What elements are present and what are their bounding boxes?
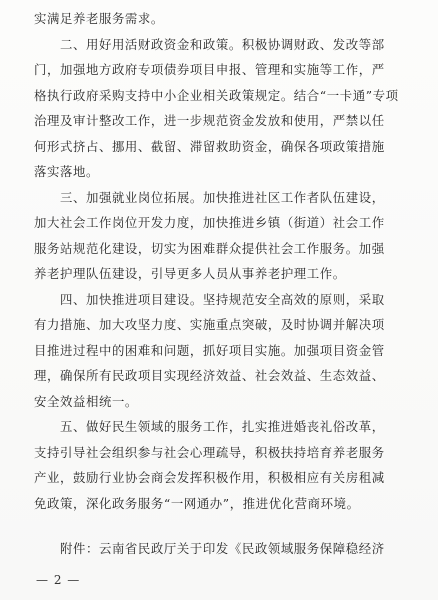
text-line: 门，加强地方政府专项债券项目申报、管理和实施等工作，严 — [34, 62, 385, 77]
text-line: 服务站规范化建设，切实为困难群众提供社会工作服务。加强 — [34, 240, 385, 256]
text-line: 何形式挤占、挪用、截留、滞留救助资金，确保各项政策措施 — [34, 138, 385, 154]
text-line: 实满足养老服务需求。 — [34, 11, 164, 26]
attachment-line: 附件：云南省民政厅关于印发《民政领域服务保障稳经济 — [34, 541, 385, 556]
text-line: 五、做好民生领域的服务工作，扎实推进婚丧礼俗改革， — [34, 419, 385, 434]
text-line: 产业，鼓励行业协会商会发挥积极作用，积极相应有关房租减 — [34, 470, 385, 485]
text-line: 四、加快推进项目建设。坚持规范安全高效的原则，采取 — [34, 291, 385, 307]
text-line: 加大社会工作岗位开发力度，加快推进乡镇（街道）社会工作 — [34, 215, 385, 230]
text-line: 安全效益相统一。 — [34, 393, 138, 409]
text-line: 二、用好用活财政资金和政策。积极协调财政、发改等部 — [34, 36, 385, 52]
text-line: 有力措施、加大攻坚力度、实施重点突破，及时协调并解决项 — [34, 317, 385, 332]
text-line: 免政策，深化政务服务“一网通办”，推进优化营商环境。 — [34, 495, 360, 511]
text-line: 三、加强就业岗位拓展。加快推进社区工作者队伍建设， — [34, 189, 385, 205]
text-line: 落实落地。 — [34, 164, 99, 179]
text-line: 治理及审计整改工作，进一步规范资金发放和使用，严禁以任 — [34, 113, 385, 128]
text-line: 支持引导社会组织参与社会心理疏导，积极扶持培育养老服务 — [34, 444, 385, 460]
text-line: 格执行政府采购支持中小企业相关政策规定。结合“一卡通”专项 — [34, 87, 399, 103]
body-text — [34, 6, 410, 516]
page-number: — 2 — — [36, 573, 81, 587]
text-line: 养老护理队伍建设，引导更多人员从事养老护理工作。 — [34, 266, 346, 281]
text-line: 理，确保所有民政项目实现经济效益、社会效益、生态效益、 — [34, 368, 385, 383]
text-line: 目推进过程中的困难和问题，抓好项目实施。加强项目资金管 — [34, 342, 385, 358]
